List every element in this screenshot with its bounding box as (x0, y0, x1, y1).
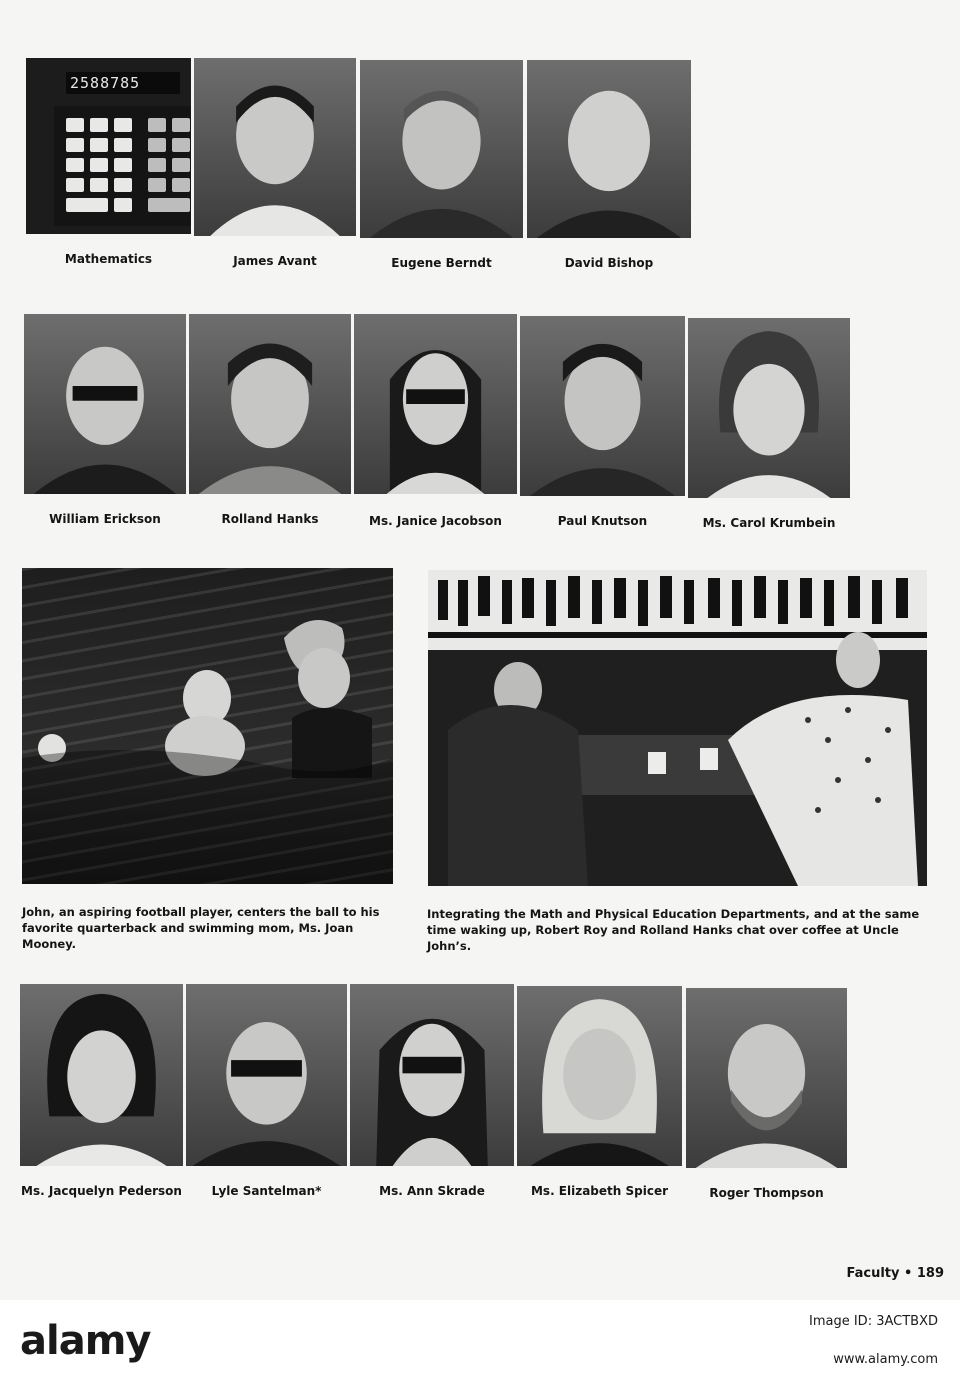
portrait-photo (517, 986, 682, 1166)
portrait-photo (24, 314, 186, 494)
caption-eugene-berndt: Eugene Berndt (391, 256, 492, 270)
caption-james-avant: James Avant (233, 254, 317, 268)
caption-paul-knutson: Paul Knutson (557, 514, 648, 528)
caption-ann-skrade: Ms. Ann Skrade (379, 1184, 485, 1198)
portrait-photo (186, 984, 347, 1166)
pool-photo (22, 568, 393, 884)
image-id-label: Image ID: 3ACTBXD (809, 1314, 938, 1329)
caption-rolland-hanks: Rolland Hanks (221, 512, 319, 526)
portrait-photo (194, 58, 356, 236)
portrait-photo (527, 60, 691, 238)
cafe-photo-caption: Integrating the Math and Physical Education Departments, and at the same time waking up, Robert Roy and Rolland Hanks chat over coffee at Uncle John’s. (427, 907, 920, 953)
portrait-photo (20, 984, 183, 1166)
portrait-photo (360, 60, 523, 238)
caption-carol-krumbein: Ms. Carol Krumbein (702, 516, 836, 530)
calculator-display: 2588785 (66, 72, 180, 94)
calculator-photo (26, 58, 191, 234)
caption-roger-thompson: Roger Thompson (709, 1186, 824, 1200)
watermark-logo: alamy (20, 1318, 151, 1364)
caption-elizabeth-spicer: Ms. Elizabeth Spicer (530, 1184, 669, 1198)
caption-janice-jacobson: Ms. Janice Jacobson (369, 514, 502, 528)
portrait-photo (686, 988, 847, 1168)
portrait-photo (688, 318, 850, 498)
watermark-url: www.alamy.com (833, 1352, 938, 1367)
caption-jacquelyn-pederson: Ms. Jacquelyn Pederson (21, 1184, 182, 1198)
cafe-photo (428, 570, 927, 886)
caption-william-erickson: William Erickson (49, 512, 161, 526)
caption-mathematics: Mathematics (64, 252, 153, 266)
pool-photo-caption: John, an aspiring football player, centers the ball to his favorite quarterback and swimming mom, Ms. Joan Mooney. (22, 905, 380, 951)
caption-lyle-santelman: Lyle Santelman* (211, 1184, 322, 1198)
keypad (54, 106, 191, 226)
portrait-photo (520, 316, 685, 496)
page-footer: Faculty • 189 (846, 1266, 944, 1281)
portrait-photo (354, 314, 517, 494)
caption-david-bishop: David Bishop (564, 256, 654, 270)
portrait-photo (189, 314, 351, 494)
portrait-photo (350, 984, 514, 1166)
